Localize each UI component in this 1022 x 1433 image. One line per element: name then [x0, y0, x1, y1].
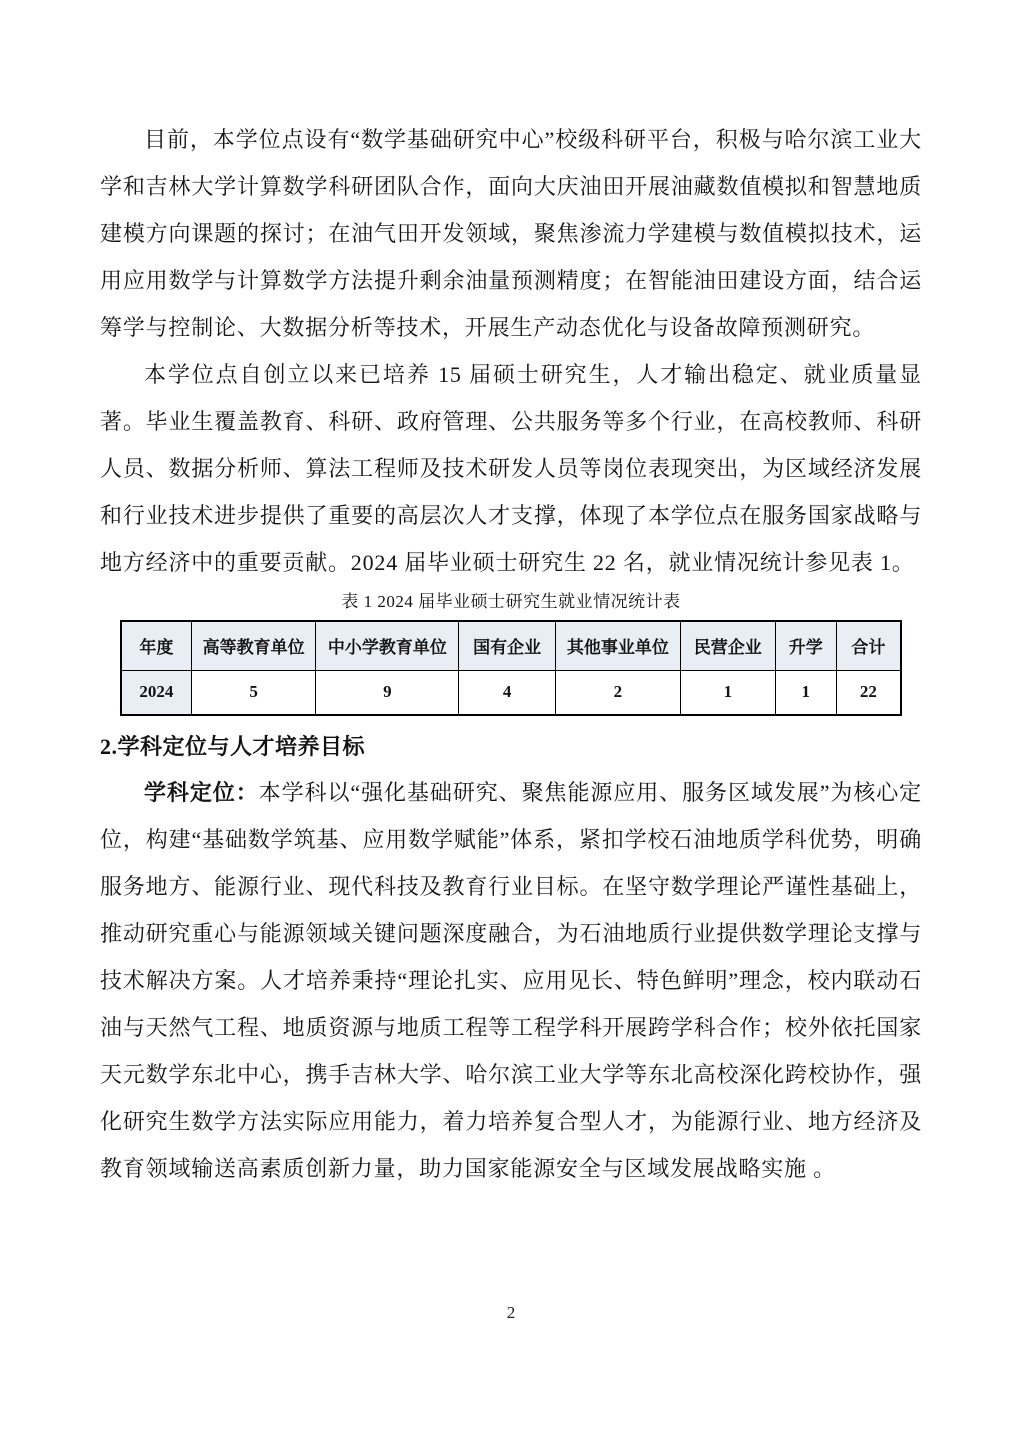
- header-cell-private-enterprise: 民营企业: [680, 621, 775, 670]
- cell-private-enterprise-count: 1: [680, 670, 775, 715]
- header-cell-further-study: 升学: [775, 621, 836, 670]
- paragraph-research-platform: 目前，本学位点设有“数学基础研究中心”校级科研平台，积极与哈尔滨工业大学和吉林大学计算数学科研团队合作，面向大庆油田开展油藏数值模拟和智慧地质建模方向课题的探讨；在油气田开发领域，聚焦渗流力学建模与数值模拟技术，运用应用数学与计算数学方法提升剩余油量预测精度；在智能油田建设方面，结合运筹学与控制论、大数据分析等技术，开展生产动态优化与设备故障预测研究。: [100, 127, 922, 340]
- table-header-row: [121, 621, 901, 670]
- paragraph-discipline-positioning: [100, 769, 922, 1192]
- table-data-row-2024: [121, 670, 901, 715]
- header-cell-state-owned-enterprise: 国有企业: [459, 621, 556, 670]
- cell-primary-secondary-count: 9: [316, 670, 459, 715]
- table-caption: 表 1 2024 届毕业硕士研究生就业情况统计表: [341, 592, 681, 611]
- cell-total-count: 22: [836, 670, 901, 715]
- page-number: 2: [506, 1303, 516, 1322]
- paragraph-graduates-overview: 本学位点自创立以来已培养 15 届硕士研究生，人才输出稳定、就业质量显著。毕业生覆盖教育、科研、政府管理、公共服务等多个行业，在高校教师、科研人员、数据分析师、算法工程师及技术研发人员等岗位表现突出，为区域经济发展和行业技术进步提供了重要的高层次人才支撑，体现了本学位点在服务国家战略与地方经济中的重要贡献。2024 届毕业硕士研究生 22 名，就业情况统计参见表 1。: [100, 362, 922, 575]
- cell-higher-education-count: 5: [191, 670, 316, 715]
- paragraph-lead-label: 学科定位：: [144, 780, 259, 805]
- header-cell-higher-education: 高等教育单位: [191, 621, 316, 670]
- header-cell-other-institutions: 其他事业单位: [555, 621, 680, 670]
- cell-other-institutions-count: 2: [555, 670, 680, 715]
- header-cell-primary-secondary-education: 中小学教育单位: [316, 621, 459, 670]
- cell-further-study-count: 1: [775, 670, 836, 715]
- cell-state-owned-count: 4: [459, 670, 556, 715]
- paragraph-body-text: 本学科以“强化基础研究、聚焦能源应用、服务区域发展”为核心定位，构建“基础数学筑基、应用数学赋能”体系，紧扣学校石油地质学科优势，明确服务地方、能源行业、现代科技及教育行业目标。在坚守数学理论严谨性基础上，推动研究重心与能源领域关键问题深度融合，为石油地质行业提供数学理论支撑与技术解决方案。人才培养秉持“理论扎实、应用见长、特色鲜明”理念，校内联动石油与天然气工程、地质资源与地质工程等工程学科开展跨学科合作；校外依托国家天元数学东北中心，携手吉林大学、哈尔滨工业大学等东北高校深化跨校协作，强化研究生数学方法实际应用能力，着力培养复合型人才，为能源行业、地方经济及教育领域输送高素质创新力量，助力国家能源安全与区域发展战略实施 。: [100, 780, 922, 1181]
- employment-statistics-table: [120, 620, 902, 716]
- section-heading-discipline-positioning: 2.学科定位与人才培养目标: [100, 734, 366, 759]
- cell-year-2024: 2024: [121, 670, 191, 715]
- header-cell-year: 年度: [121, 621, 191, 670]
- header-cell-total: 合计: [836, 621, 901, 670]
